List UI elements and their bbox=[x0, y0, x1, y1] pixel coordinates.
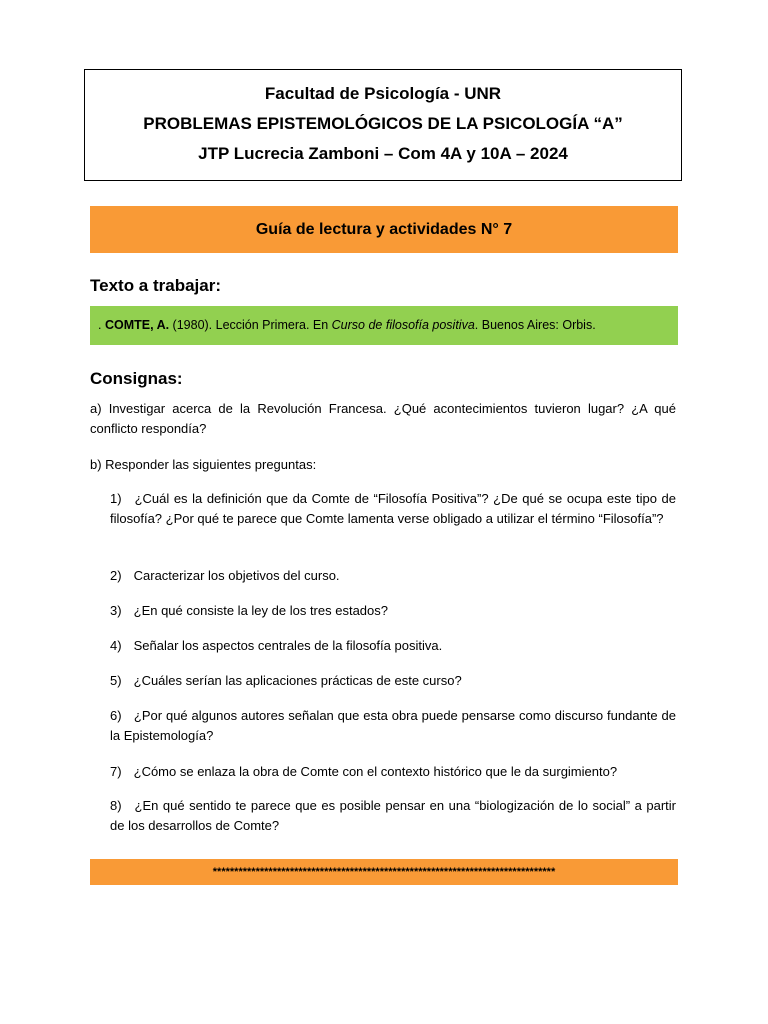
footer-banner bbox=[90, 859, 678, 885]
question-text: ¿En qué sentido te parece que es posible pensar en una “biologización de lo social” a partir de los desarrollos de Comte? bbox=[110, 798, 676, 833]
question-item bbox=[110, 601, 676, 621]
guide-title-banner bbox=[90, 206, 678, 253]
question-number: 6) bbox=[110, 708, 122, 723]
question-text: ¿En qué consiste la ley de los tres estados? bbox=[133, 603, 388, 618]
instructor-line: JTP Lucrecia Zamboni – Com 4A y 10A – 2024 bbox=[198, 144, 568, 163]
consigna-a: a) Investigar acerca de la Revolución Francesa. ¿Qué acontecimientos tuvieron lugar? ¿A qué conflicto respondía? bbox=[90, 401, 676, 436]
consignas-heading: Consignas: bbox=[90, 369, 183, 388]
question-item bbox=[110, 796, 676, 836]
question-number: 3) bbox=[110, 603, 122, 618]
consigna-b: b) Responder las siguientes preguntas: bbox=[90, 457, 317, 472]
reference-suffix: . Buenos Aires: Orbis. bbox=[474, 318, 596, 332]
course-title: PROBLEMAS EPISTEMOLÓGICOS DE LA PSICOLOGÍA “A” bbox=[143, 114, 623, 133]
question-item bbox=[110, 762, 676, 782]
question-text: Señalar los aspectos centrales de la filosofía positiva. bbox=[133, 638, 443, 653]
guide-title: Guía de lectura y actividades N° 7 bbox=[255, 221, 513, 238]
texto-heading: Texto a trabajar: bbox=[90, 276, 222, 295]
reference-year: (1980). Lección Primera. En bbox=[169, 318, 332, 332]
header-box bbox=[84, 69, 682, 181]
question-text: ¿Cómo se enlaza la obra de Comte con el contexto histórico que le da surgimiento? bbox=[133, 764, 618, 779]
faculty-title: Facultad de Psicología - UNR bbox=[264, 84, 502, 103]
question-number: 4) bbox=[110, 638, 122, 653]
question-text: ¿Cuál es la definición que da Comte de “Filosofía Positiva”? ¿De qué se ocupa este tipo de filosofía? ¿Por qué te parece que Comte lamenta verse obligado a utilizar el término “Filosofía”? bbox=[110, 491, 676, 526]
question-number: 5) bbox=[110, 673, 122, 688]
question-item bbox=[110, 706, 676, 746]
question-number: 1) bbox=[110, 491, 122, 506]
question-item bbox=[110, 636, 676, 656]
reference-prefix: . bbox=[98, 318, 105, 332]
question-text: ¿Por qué algunos autores señalan que esta obra puede pensarse como discurso fundante de la Epistemología? bbox=[110, 708, 676, 743]
question-item bbox=[110, 489, 676, 529]
question-text: Caracterizar los objetivos del curso. bbox=[133, 568, 340, 583]
footer-stars: ******************************************************************************** bbox=[212, 866, 556, 878]
question-item bbox=[110, 566, 676, 586]
question-item bbox=[110, 671, 676, 691]
reference-banner bbox=[90, 306, 678, 345]
reference-title: Curso de filosofía positiva bbox=[331, 318, 475, 332]
reference-author: COMTE, A. bbox=[104, 318, 170, 332]
question-number: 2) bbox=[110, 568, 122, 583]
question-number: 7) bbox=[110, 764, 122, 779]
question-number: 8) bbox=[110, 798, 122, 813]
question-text: ¿Cuáles serían las aplicaciones prácticas de este curso? bbox=[133, 673, 462, 688]
